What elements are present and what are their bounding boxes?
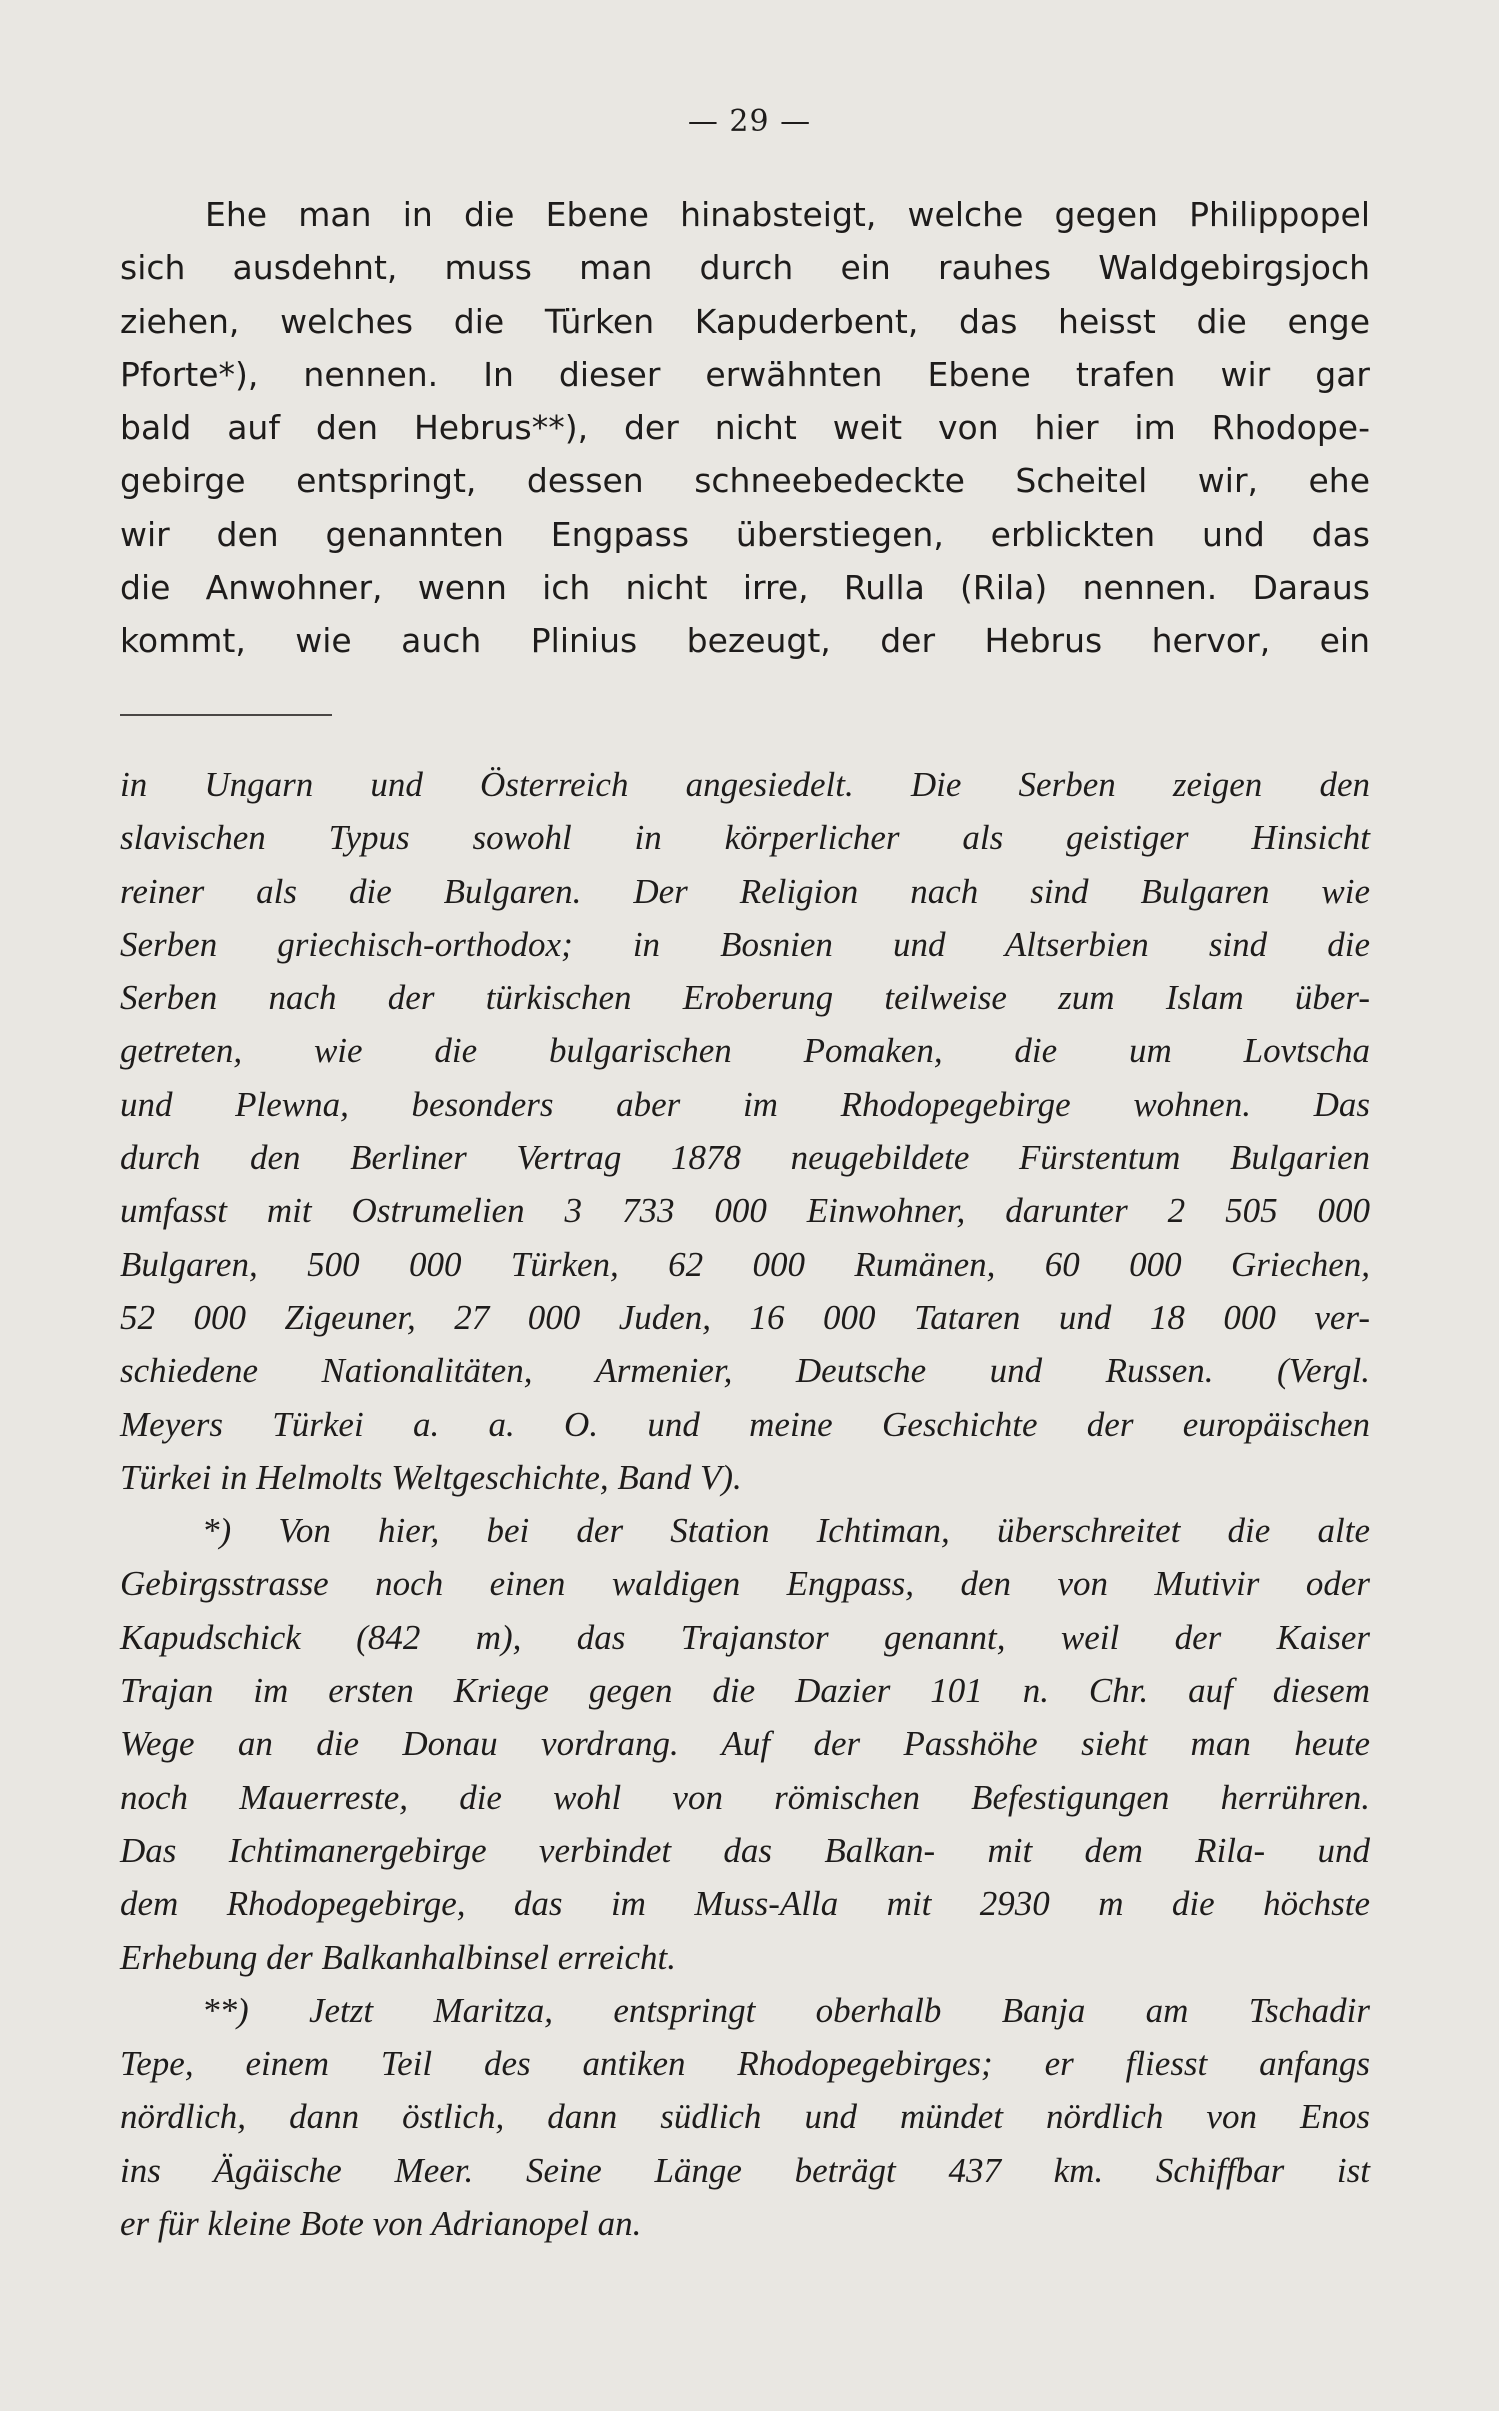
footnote-line: Bulgaren, 500 000 Türken, 62 000 Rumänen, 60 000 Griechen, bbox=[120, 1244, 1370, 1284]
footnote-line: reiner als die Bulgaren. Der Religion nach sind Bulgaren wie bbox=[120, 871, 1370, 911]
text-line: bald auf den Hebrus**), der nicht weit von hier im Rhodope- bbox=[120, 408, 1370, 448]
text-line: ziehen, welches die Türken Kapuderbent, das heisst die enge bbox=[120, 301, 1370, 341]
text-line: sich ausdehnt, muss man durch ein rauhes Waldgebirgsjoch bbox=[120, 248, 1370, 288]
footnotes bbox=[120, 758, 1370, 2250]
footnote-1 bbox=[120, 1504, 1370, 1984]
footnote-line: *) Von hier, bei der Station Ichtiman, überschreitet die alte bbox=[202, 1511, 1370, 1551]
footnote-line: nördlich, dann östlich, dann südlich und mündet nördlich von Enos bbox=[120, 2097, 1370, 2137]
footnote-divider bbox=[120, 714, 332, 716]
footnote-line: slavischen Typus sowohl in körperlicher als geistiger Hinsicht bbox=[120, 818, 1370, 858]
text-line: die Anwohner, wenn ich nicht irre, Rulla (Rila) nennen. Daraus bbox=[120, 568, 1370, 608]
text-line: Pforte*), nennen. In dieser erwähnten Ebene trafen wir gar bbox=[120, 354, 1370, 394]
text-line: Ehe man in die Ebene hinabsteigt, welche gegen Philippopel bbox=[205, 195, 1370, 234]
text-line: wir den genannten Engpass überstiegen, erblickten und das bbox=[120, 514, 1370, 554]
footnote-line: Wege an die Donau vordrang. Auf der Passhöhe sieht man heute bbox=[120, 1724, 1370, 1764]
text-line: gebirge entspringt, dessen schneebedeckte Scheitel wir, ehe bbox=[120, 461, 1370, 501]
footnote-line: Türkei in Helmolts Weltgeschichte, Band V). bbox=[120, 1457, 742, 1497]
footnote-line: umfasst mit Ostrumelien 3 733 000 Einwohner, darunter 2 505 000 bbox=[120, 1191, 1370, 1231]
page-number: — 29 — bbox=[687, 104, 812, 139]
footnote-line: ins Ägäische Meer. Seine Länge beträgt 437 km. Schiffbar ist bbox=[120, 2150, 1370, 2190]
footnote-line: Erhebung der Balkanhalbinsel erreicht. bbox=[120, 1937, 677, 1977]
footnote-line: schiedene Nationalitäten, Armenier, Deutsche und Russen. (Vergl. bbox=[120, 1351, 1370, 1391]
footnote-line: Kapudschick (842 m), das Trajanstor genannt, weil der Kaiser bbox=[120, 1617, 1370, 1657]
footnote-line: Serben griechisch-orthodox; in Bosnien und Altserbien sind die bbox=[120, 924, 1370, 964]
main-text bbox=[120, 188, 1370, 668]
footnote-line: Meyers Türkei a. a. O. und meine Geschichte der europäischen bbox=[120, 1404, 1370, 1444]
footnote-line: Serben nach der türkischen Eroberung teilweise zum Islam über- bbox=[120, 978, 1370, 1018]
footnote-line: Gebirgsstrasse noch einen waldigen Engpass, den von Mutivir oder bbox=[120, 1564, 1370, 1604]
footnote-line: Tepe, einem Teil des antiken Rhodopegebirges; er fliesst anfangs bbox=[120, 2044, 1370, 2084]
footnote-line: dem Rhodopegebirge, das im Muss-Alla mit 2930 m die höchste bbox=[120, 1884, 1370, 1924]
text-line: kommt, wie auch Plinius bezeugt, der Hebrus hervor, ein bbox=[120, 621, 1370, 661]
footnote-line: noch Mauerreste, die wohl von römischen Befestigungen herrühren. bbox=[120, 1777, 1370, 1817]
footnote-line: Das Ichtimanergebirge verbindet das Balkan- mit dem Rila- und bbox=[120, 1830, 1370, 1870]
footnote-line: **) Jetzt Maritza, entspringt oberhalb Banja am Tschadir bbox=[202, 1990, 1370, 2030]
footnote-line: Trajan im ersten Kriege gegen die Dazier 101 n. Chr. auf diesem bbox=[120, 1671, 1370, 1711]
footnote-line: er für kleine Bote von Adrianopel an. bbox=[120, 2204, 642, 2244]
footnote-continuation bbox=[120, 758, 1370, 1504]
footnote-line: 52 000 Zigeuner, 27 000 Juden, 16 000 Tataren und 18 000 ver- bbox=[120, 1297, 1370, 1337]
footnote-line: durch den Berliner Vertrag 1878 neugebildete Fürstentum Bulgarien bbox=[120, 1138, 1370, 1178]
footnote-line: in Ungarn und Österreich angesiedelt. Die Serben zeigen den bbox=[120, 765, 1370, 804]
footnote-line: getreten, wie die bulgarischen Pomaken, die um Lovtscha bbox=[120, 1031, 1370, 1071]
footnote-line: und Plewna, besonders aber im Rhodopegebirge wohnen. Das bbox=[120, 1084, 1370, 1124]
footnote-2 bbox=[120, 1984, 1370, 2250]
